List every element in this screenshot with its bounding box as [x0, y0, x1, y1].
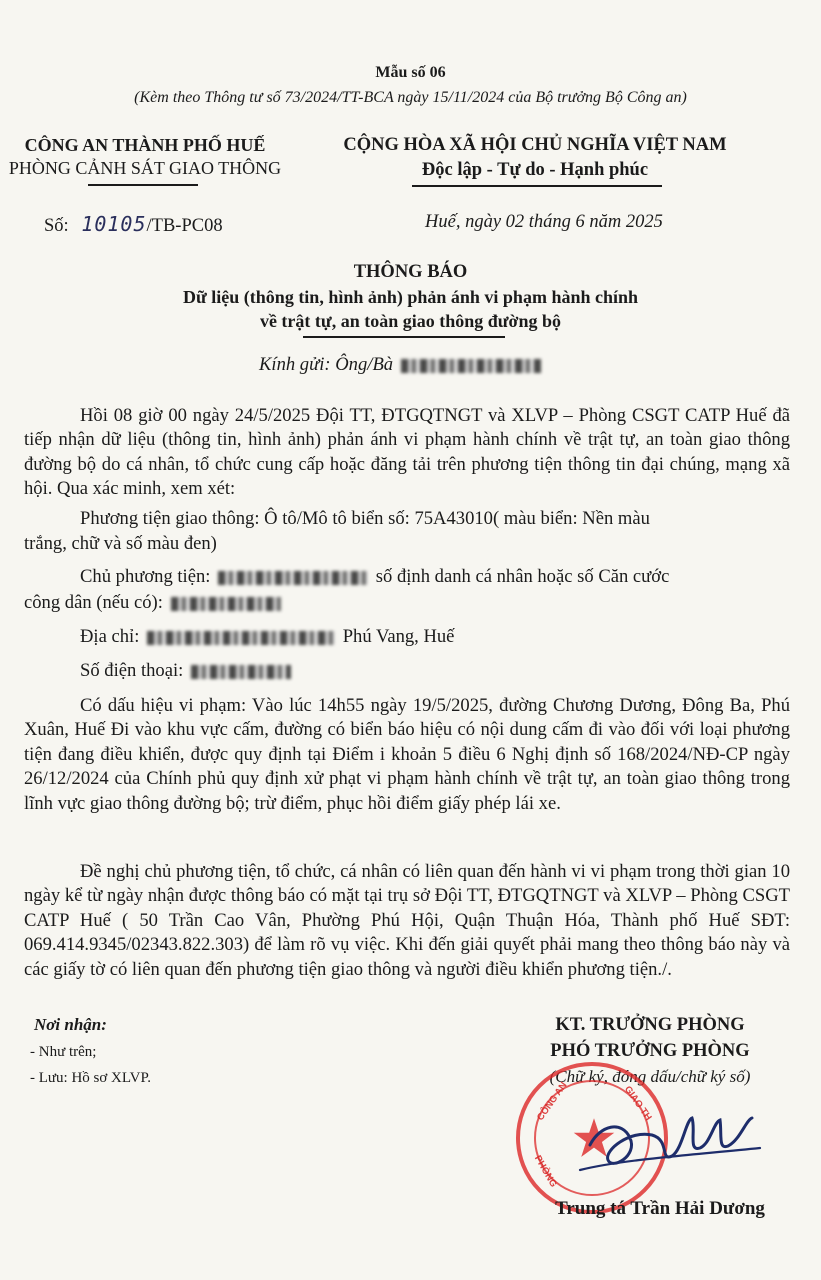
recipient-label: Kính gửi: Ông/Bà [259, 354, 394, 375]
seal-text-right: GIAO TH [621, 1084, 654, 1123]
address-line [80, 626, 454, 648]
recipient-item-1: - Như trên; [30, 1044, 97, 1060]
motto-underline [412, 185, 662, 187]
phone-line [80, 660, 294, 682]
owner-id-label: công dân (nếu có): [24, 592, 163, 613]
vehicle-line-2: trắng, chữ và số màu đen) [24, 533, 217, 554]
owner-label: Chủ phương tiện: [80, 566, 211, 587]
doc-number [44, 212, 223, 237]
phone-label: Số điện thoại: [80, 660, 184, 681]
owner-id-line [24, 592, 284, 614]
doc-number-handwritten: 10105 [81, 212, 147, 236]
seal-text-bottom: PHÒNG [531, 1153, 559, 1190]
doc-number-label: Số: [44, 216, 69, 236]
title-underline [303, 336, 505, 338]
doc-subtitle-1: Dữ liệu (thông tin, hình ảnh) phản ánh vi phạm hành chính [183, 287, 638, 307]
redacted-address [147, 631, 335, 645]
form-number: Mẫu số 06 [375, 64, 446, 81]
recipients-title: Nơi nhận: [34, 1015, 107, 1034]
sign-title-2: PHÓ TRƯỞNG PHÒNG [550, 1041, 750, 1061]
redacted-owner [218, 571, 368, 585]
doc-title: THÔNG BÁO [353, 262, 468, 282]
form-reference: (Kèm theo Thông tư số 73/2024/TT-BCA ngày 15/11/2024 của Bộ trưởng Bộ Công an) [134, 89, 687, 106]
handwritten-signature [560, 1090, 780, 1200]
redacted-phone [191, 665, 291, 679]
agency-name: CÔNG AN THÀNH PHỐ HUẾ [24, 135, 266, 155]
paragraph-intake: Hồi 08 giờ 00 ngày 24/5/2025 Đội TT, ĐTGQTNGT và XLVP – Phòng CSGT CATP Huế đã tiếp nhận dữ liệu (thông tin, hình ảnh) phản ánh vi phạm hành chính về trật tự, an toàn giao thông đường bộ do cá nhân, tổ chức cung cấp hoặc đăng tải trên phương tiện thông tin đại chúng, mạng xã hội. Qua xác minh, xem xét: [24, 405, 790, 500]
doc-subtitle-2: về trật tự, an toàn giao thông đường bộ [259, 311, 562, 331]
vehicle-line-1: Phương tiện giao thông: Ô tô/Mô tô biển số: 75A43010( màu biển: Nền màu [80, 508, 650, 529]
agency-underline [88, 184, 198, 186]
signer-name: Trung tá Trần Hải Dương [555, 1198, 765, 1219]
paragraph-violation: Có dấu hiệu vi phạm: Vào lúc 14h55 ngày 19/5/2025, đường Chương Dương, Đông Ba, Phú Xuân, Huế Đi vào khu vực cấm, đường có biển báo hiệu có nội dung cấm đi vào đối với loại phương tiện đang điều khiển, được quy định tại Điểm i khoản 5 điều 6 Nghị định số 168/2024/NĐ-CP ngày 26/12/2024 của Chính phủ quy định xử phạt vi phạm hành chính về trật tự, an toàn giao thông trong lĩnh vực giao thông đường bộ; trừ điểm, phục hồi điểm giấy phép lái xe. [24, 695, 790, 814]
seal-text-left: CÔNG AN [534, 1080, 570, 1123]
redacted-id [171, 597, 281, 611]
nation-title: CỘNG HÒA XÃ HỘI CHỦ NGHĨA VIỆT NAM [343, 135, 727, 155]
paragraph-request: Đề nghị chủ phương tiện, tổ chức, cá nhân có liên quan đến hành vi vi phạm trong thời gian 10 ngày kể từ ngày nhận được thông báo có mặt tại trụ sở Đội TT, ĐTGQTNGT và XLVP – Phòng CSGT CATP Huế ( 50 Trần Cao Vân, Phường Phú Hội, Quận Thuận Hóa, Thành phố Huế SĐT: 069.414.9345/02343.822.303) để làm rõ vụ việc. Khi đến giải quyết phải mang theo thông báo này và các giấy tờ có liên quan đến phương tiện giao thông và người điều khiển phương tiện./. [24, 861, 790, 980]
address-city: Phú Vang, Huế [342, 626, 455, 647]
owner-line [80, 566, 669, 588]
owner-id-text: số định danh cá nhân hoặc số Căn cước [375, 566, 670, 587]
redacted-name [401, 359, 541, 373]
recipient-item-2: - Lưu: Hồ sơ XLVP. [30, 1070, 151, 1086]
sign-title-1: KT. TRƯỞNG PHÒNG [555, 1015, 745, 1035]
doc-number-suffix: /TB-PC08 [146, 216, 223, 236]
sign-note: (Chữ ký, đóng dấu/chữ ký số) [549, 1067, 751, 1086]
recipient-line [259, 354, 544, 376]
address-label: Địa chỉ: [80, 626, 140, 647]
agency-department: PHÒNG CẢNH SÁT GIAO THÔNG [8, 158, 282, 178]
nation-motto: Độc lập - Tự do - Hạnh phúc [421, 160, 649, 180]
place-date: Huế, ngày 02 tháng 6 năm 2025 [425, 212, 663, 232]
